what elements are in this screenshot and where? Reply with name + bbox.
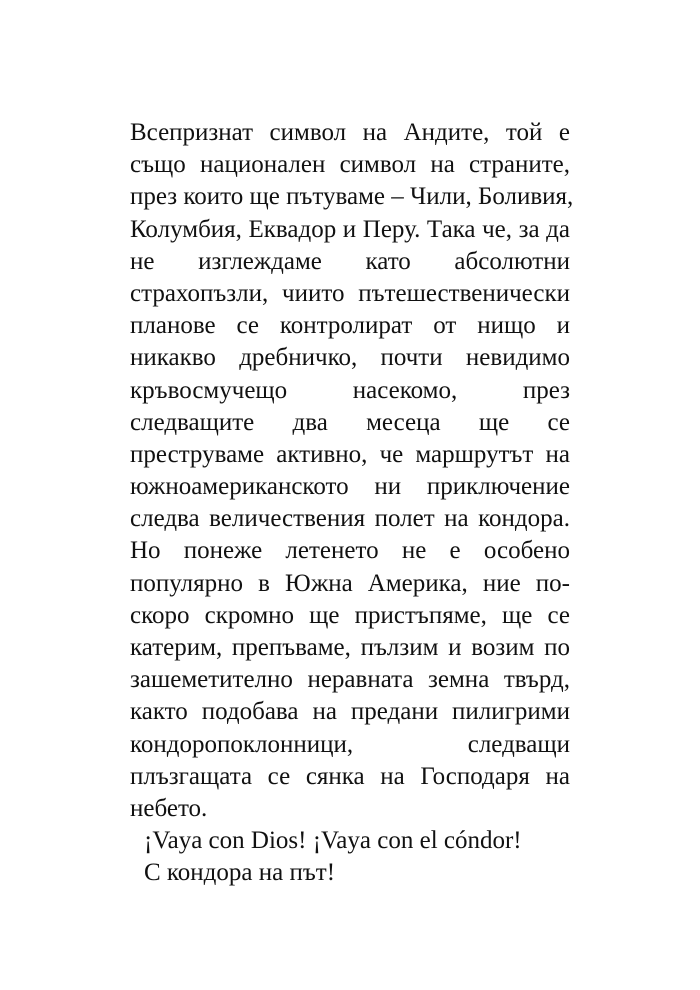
paragraph-line: Но понеже летенето не е особено: [130, 537, 570, 565]
paragraph-line: през които ще пътуваме – Чили, Боливия,: [130, 183, 574, 211]
paragraph-line: Колумбия, Еквадор и Перу. Така че, за да: [130, 215, 570, 243]
paragraph-line: никакво дребничко, почти невидимо: [130, 344, 570, 372]
paragraph-line: страхопъзли, чиито пътешественически: [130, 279, 570, 307]
paragraph-line: не изглеждаме като абсолютни: [130, 247, 570, 275]
paragraph-line: преструваме активно, че маршрутът на: [130, 440, 570, 468]
paragraph-line: катерим, препъваме, пълзим и возим по: [130, 634, 570, 661]
paragraph-line: популярно в Южна Америка, ние по-: [130, 569, 570, 597]
text-block: [130, 117, 574, 890]
paragraph-line: Всепризнат символ на Андите, той е: [130, 119, 570, 146]
paragraph-line: кръвосмучещо насекомо, през: [130, 376, 570, 404]
paragraph-line: също национален символ на страните,: [130, 151, 570, 179]
paragraph-line: планове се контролират от нищо и: [130, 312, 570, 340]
closing-line: ¡Vaya con Dios! ¡Vaya con el cóndor!: [144, 827, 522, 855]
paragraph-line: плъзгащата се сянка на Господаря на: [130, 762, 570, 790]
paragraph-line: следващите два месеца ще се: [130, 408, 570, 436]
closing-line: С кондора на път!: [144, 859, 336, 887]
paragraph-line: както подобава на предани пилигрими: [130, 698, 570, 726]
paragraph-line: зашеметително неравната земна твърд,: [130, 666, 570, 694]
paragraph-line: скоро скромно ще пристъпяме, ще се: [130, 601, 570, 629]
paragraph-line: кондоропоклонници, следващи: [130, 730, 570, 758]
paragraph-line: небето.: [130, 794, 208, 822]
paragraph-line: следва величествения полет на кондора.: [130, 505, 570, 533]
paragraph-line: южноамериканското ни приключение: [130, 473, 570, 501]
